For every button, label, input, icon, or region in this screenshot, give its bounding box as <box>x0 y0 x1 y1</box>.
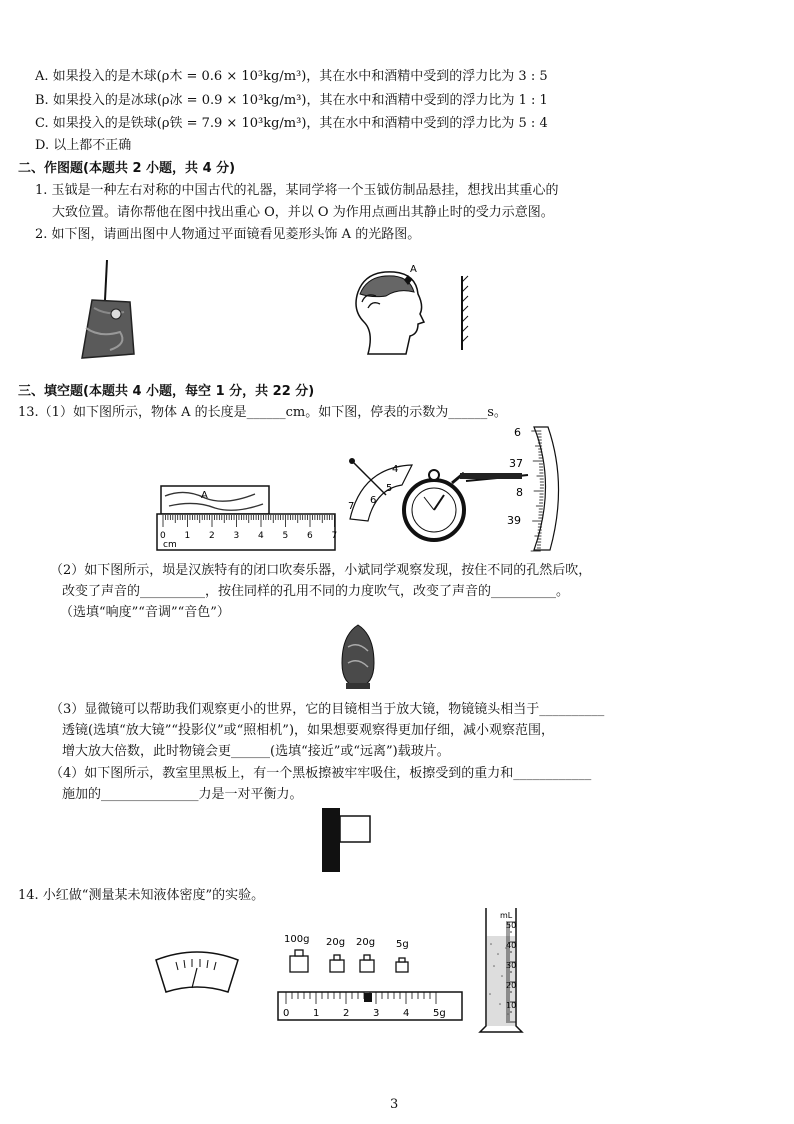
head-ornament-label: A <box>410 264 417 275</box>
q13-3-line3: 增大放大倍数，此时物镜会更______(选填“接近”或“远离”)载玻片。 <box>62 744 450 759</box>
cylinder-label-10: 10 <box>506 1001 517 1010</box>
q13-2-line2: 改变了声音的__________，按住同样的孔用不同的力度吹气，改变了声音的__________。 <box>62 584 570 599</box>
cylinder-label-50: 50 <box>506 921 517 930</box>
balance-beam-figure <box>276 990 466 1024</box>
xun-instrument-figure <box>338 623 378 691</box>
section3-title: 三、填空题(本题共 4 小题，每空 1 分，共 22 分) <box>18 384 315 399</box>
blackboard-figure <box>320 806 374 874</box>
q13-1-text: 13.（1）如下图所示，物体 A 的长度是______cm。如下图，停表的示数为______s。 <box>18 405 507 420</box>
q1-line2: 大致位置。请你帮他在图中找出重心 O，并以 O 为作用点画出其静止时的受力示意图。 <box>52 205 554 220</box>
big-scale-8: 8 <box>516 486 523 499</box>
weight-5g: 5g <box>396 939 409 950</box>
option-a: A. 如果投入的是木球(ρ木 = 0.6 × 10³kg/m³)，其在水中和酒精中受到的浮力比为 3 : 5 <box>35 69 548 84</box>
q1-line1: 1. 玉钺是一种左右对称的中国古代的礼器，某同学将一个玉钺仿制品悬挂，想找出其重心的 <box>35 183 559 198</box>
q14-text: 14. 小红做“测量某未知液体密度”的实验。 <box>18 888 265 903</box>
graduated-cylinder-figure <box>476 904 526 1034</box>
ruler-label-6: 6 <box>307 531 313 541</box>
beam-label-0: 0 <box>283 1008 290 1019</box>
jade-axe-figure <box>70 258 150 368</box>
weight-20g-1: 20g <box>326 937 346 948</box>
q13-2-line1: （2）如下图所示，埙是汉族特有的闭口吹奏乐器，小斌同学观察发现，按住不同的孔然后吹， <box>50 563 592 578</box>
weight-20g-2: 20g <box>356 937 376 948</box>
cylinder-label-20: 20 <box>506 981 517 990</box>
balance-dial-figure <box>152 948 242 1002</box>
q13-3-line2: 透镜(选填“放大镜”“投影仪”或“照相机”)，如果想要观察得更加仔细，减小观察范围， <box>62 723 555 738</box>
option-c: C. 如果投入的是铁球(ρ铁 = 7.9 × 10³kg/m³)，其在水中和酒精中受到的浮力比为 5 : 4 <box>35 116 548 131</box>
ruler-unit: cm <box>163 540 177 550</box>
girl-mirror-figure <box>338 262 478 362</box>
ruler-label-5: 5 <box>282 531 289 541</box>
q13-3-line1: （3）显微镜可以帮助我们观察更小的世界，它的目镜相当于放大镜，物镜镜头相当于__________ <box>50 702 605 717</box>
beam-label-3: 3 <box>373 1008 380 1019</box>
small-dial-4: 4 <box>392 464 399 475</box>
q13-2-line3: （选填“响度”“音调”“音色”） <box>60 605 230 620</box>
ruler-label-1: 1 <box>184 531 191 541</box>
option-d: D. 以上都不正确 <box>35 138 132 153</box>
small-dial-6: 6 <box>370 495 377 506</box>
big-scale-6: 6 <box>514 426 521 439</box>
big-scale-39: 39 <box>507 514 521 527</box>
ruler-label-0: 0 <box>160 531 166 541</box>
beam-label-2: 2 <box>343 1008 350 1019</box>
ruler-label-2: 2 <box>209 531 215 541</box>
cylinder-label-30: 30 <box>506 961 517 970</box>
q13-4-line1: （4）如下图所示，教室里黑板上，有一个黑板擦被牢牢吸住，板擦受到的重力和____________ <box>50 766 592 781</box>
ruler-figure <box>155 484 340 556</box>
q13-4-line2: 施加的_______________力是一对平衡力。 <box>62 787 303 802</box>
weight-100g: 100g <box>284 934 310 945</box>
cylinder-label-40: 40 <box>506 941 517 950</box>
stopwatch-figure <box>342 425 567 560</box>
ruler-label-3: 3 <box>233 531 240 541</box>
ruler-label-7: 7 <box>331 531 338 541</box>
object-a-label: A <box>201 490 208 501</box>
beam-label-1: 1 <box>313 1008 320 1019</box>
small-dial-7: 7 <box>348 501 355 512</box>
cylinder-unit: mL <box>500 911 513 920</box>
ruler-label-4: 4 <box>258 531 264 541</box>
q2-text: 2. 如下图，请画出图中人物通过平面镜看见菱形头饰 A 的光路图。 <box>35 227 421 242</box>
small-dial-5: 5 <box>386 483 393 494</box>
page-number: 3 <box>390 1097 399 1112</box>
beam-label-5g: 5g <box>433 1008 446 1019</box>
big-scale-37: 37 <box>509 457 523 470</box>
rider-weight <box>364 993 372 1002</box>
weights-figure <box>280 930 420 978</box>
section2-title: 二、作图题(本题共 2 小题，共 4 分) <box>18 161 236 176</box>
option-b: B. 如果投入的是冰球(ρ冰 = 0.9 × 10³kg/m³)，其在水中和酒精中受到的浮力比为 1 : 1 <box>35 93 548 108</box>
beam-label-4: 4 <box>403 1008 410 1019</box>
